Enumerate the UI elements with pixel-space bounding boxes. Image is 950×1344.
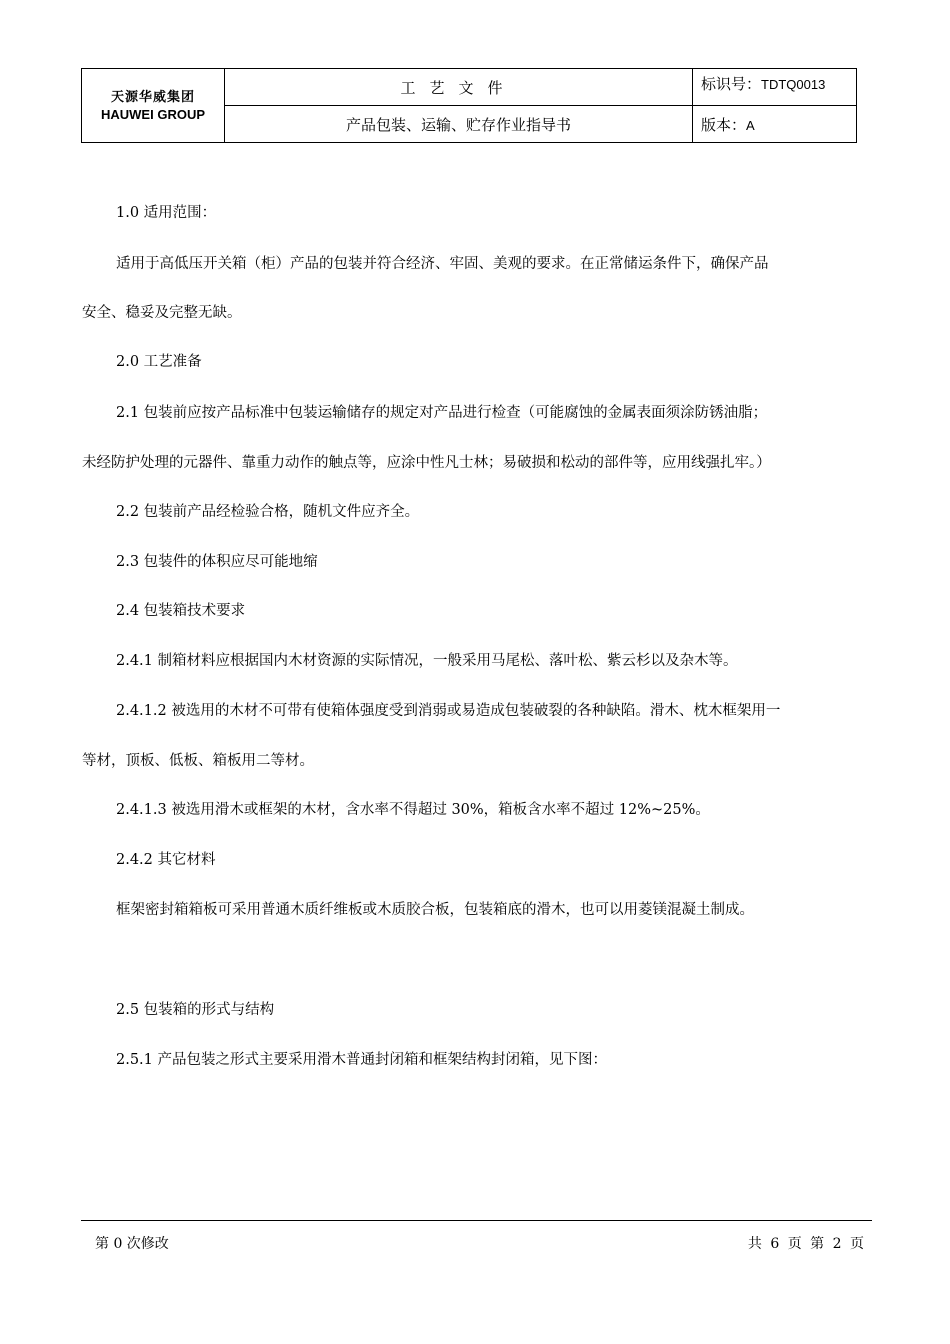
section-heading-preparation: 2.0 工艺准备	[116, 354, 202, 370]
document-id	[693, 69, 857, 106]
section-heading-2-5: 2.5 包装箱的形式与结构	[116, 1002, 275, 1018]
logo-chinese-name: 天源华威集团	[110, 89, 195, 105]
company-logo	[82, 69, 225, 143]
paragraph-2-1-line2: 未经防护处理的元器件、靠重力动作的触点等，应涂中性凡士林；易破损和松动的部件等，应用线强扎牢。）	[82, 455, 771, 471]
paragraph-2-4-2: 框架密封箱箱板可采用普通木质纤维板或木质胶合板，包装箱底的滑木，也可以用菱镁混凝土制成。	[116, 902, 754, 918]
paragraph-2-3: 2.3 包装件的体积应尽可能地缩	[116, 554, 318, 570]
document-id-value: TDTQ0013	[761, 77, 826, 92]
paragraph-scope-line2: 安全、稳妥及完整无缺。	[82, 305, 242, 321]
section-heading-scope: 1.0 适用范围：	[116, 205, 217, 221]
paragraph-2-5-1: 2.5.1 产品包装之形式主要采用滑木普通封闭箱和框架结构封闭箱，见下图：	[116, 1052, 608, 1068]
paragraph-2-4-1-3: 2.4.1.3 被选用滑木或框架的木材，含水率不得超过 30%，箱板含水率不超过 12%~25%。	[116, 802, 710, 818]
version-label: 版本：	[701, 115, 747, 134]
document-subtitle: 产品包装、运输、贮存作业指导书	[225, 106, 693, 143]
paragraph-2-4-1-2-line1: 2.4.1.2 被选用的木材不可带有使箱体强度受到消弱或易造成包装破裂的各种缺陷。滑木、枕木框架用一	[116, 703, 781, 719]
paragraph-scope-line1: 适用于高低压开关箱（柜）产品的包装并符合经济、牢固、美观的要求。在正常储运条件下，确保产品	[116, 256, 769, 272]
paragraph-2-1-line1: 2.1 包装前应按产品标准中包装运输储存的规定对产品进行检查（可能腐蚀的金属表面须涂防锈油脂；	[116, 405, 768, 421]
footer-page-info: 共 6 页 第 2 页	[747, 1236, 864, 1252]
paragraph-2-2: 2.2 包装前产品经检验合格，随机文件应齐全。	[116, 504, 420, 520]
document-version	[693, 106, 857, 143]
document-id-label: 标识号：	[701, 75, 762, 93]
document-type-title: 工艺文件	[225, 69, 693, 106]
paragraph-2-4-1: 2.4.1 制箱材料应根据国内木材资源的实际情况，一般采用马尾松、落叶松、紫云杉以及杂木等。	[116, 653, 738, 669]
version-value: A	[746, 117, 755, 133]
section-heading-2-4: 2.4 包装箱技术要求	[116, 603, 246, 619]
document-header-table	[81, 68, 857, 143]
footer-revision: 第 0 次修改	[95, 1236, 169, 1252]
paragraph-2-4-1-2-line2: 等材，顶板、低板、箱板用二等材。	[82, 753, 314, 769]
logo-english-name: HAUWEI GROUP	[101, 106, 205, 122]
section-heading-2-4-2: 2.4.2 其它材料	[116, 852, 216, 868]
footer-divider	[81, 1220, 872, 1221]
